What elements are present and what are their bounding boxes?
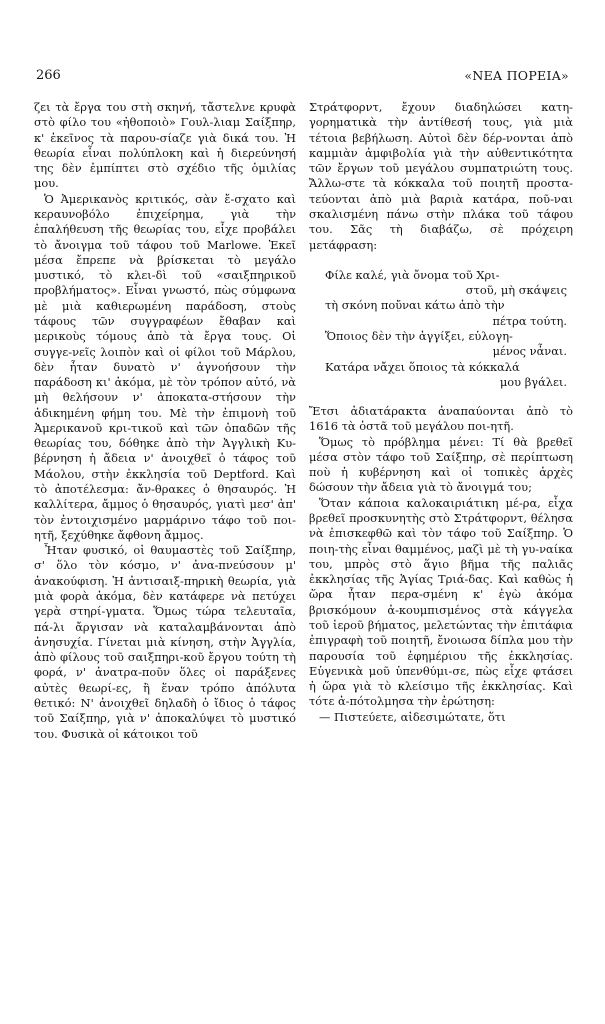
poem-line-continuation: πέτρα τούτη. (492, 313, 567, 328)
paragraph: Στράτφορντ, ἔχουν διαδηλώσει κατη-γορηματικὰ τὴν ἀντίθεσή τους, γιὰ μιὰ τέτοια βεβήλωση. Αὐτοὶ δὲν δέρ-νονται ἀπὸ καμμιὰν ἀμφιβολία γιὰ τὴν αὐθεντικότητα τῶν ἔργων τοῦ μεγάλου συμπατριώτη τους. Ἄλλω-στε τὰ κόκκαλα τοῦ ποιητῆ προστα-τεύονται ἀπὸ μιὰ βαριὰ κατάρα, ποῦ-ναι σκαλισμένη πάνω στὴν πλάκα τοῦ τάφου του. Σᾶς τὴ διαβάζω, σὲ πρόχειρη μετάφραση: (309, 100, 573, 252)
running-title: «ΝΕΑ ΠΟΡΕΙΑ» (464, 68, 569, 83)
right-column (309, 100, 573, 725)
paragraph: Ἔτσι ἀδιατάρακτα ἀναπαύονται ἀπὸ τὸ 1616 τὰ ὀστᾶ τοῦ μεγάλου ποι-ητῆ. (309, 404, 573, 434)
left-column (34, 100, 296, 742)
paragraph: Ὅμως τὸ πρόβλημα μένει: Τί θὰ βρεθεῖ μέσα στὸν τάφο τοῦ Σαίξπηρ, σὲ περίπτωση ποὺ ἡ κυβέρνηση καὶ οἱ τοπικὲς ἀρχὲς δώσουν τὴν ἄδεια γιὰ τὸ ἄνοιγμά του; (309, 434, 573, 495)
poem-line-continuation: στοῦ, μὴ σκάψεις (465, 283, 567, 298)
page-header (36, 68, 569, 88)
paragraph: — Πιστεύετε, αἰδεσιμώτατε, ὅτι (319, 709, 506, 724)
poem-line: τὴ σκόνη ποὔναι κάτω ἀπὸ τὴν (325, 298, 505, 313)
poem-line-continuation: μου βγάλει. (499, 374, 567, 389)
paragraph: Ὁ Ἀμερικανὸς κριτικός, σὰν ἔ-σχατο καὶ κεραυνοβόλο ἐπιχείρημα, γιὰ τὴν ἐπαλήθευση τῆς θεωρίας του, εἶχε προβάλει τὸ ἄνοιγμα τοῦ τάφου τοῦ Marlowe. Ἐκεῖ μέσα ἔπρεπε νὰ βρίσκεται τὸ μεγάλο μυστικό, τὸ κλει-δὶ τοῦ «σαιξπηρικοῦ προβλήματος». Εἶναι γνωστό, πὼς σύμφωνα μὲ μιὰ καθιερωμένη παράδοση, στοὺς τάφους τῶν συγγραφέων ἔθαβαν καὶ μερικοὺς τόμους ἀπὸ τὰ ἔργα τους. Οἱ συγγε-νεῖς λοιπὸν καὶ οἱ φίλοι τοῦ Μάρλου, δὲν ἦταν δυνατὸ ν' ἀγνοήσουν τὴν παράδοση κι' ἀκόμα, μὲ τὸν τρόπον αὐτό, νὰ μὴ θελήσουν ν' ἀποκατα-στήσουν τὴν ἀδικημένη φήμη του. Μὲ τὴν ἐπιμονὴ τοῦ Ἀμερικανοῦ κρι-τικοῦ καὶ τῶν ὀπαδῶν τῆς θεωρίας του, δόθηκε ἀπὸ τὴν Ἀγγλικὴ Κυ-βέρνηση ἡ ἄδεια ν' ἀνοιχθεῖ ὁ τάφος τοῦ Μάολου, στὴν ἐκκλησία τοῦ Deptford. Καὶ τὸ ἀποτέλεσμα: ἄν-θρακες ὁ θησαυρός. Ἡ καλλίτερα, ἄμμος ὁ θησαυρός, γιατὶ μεσ' ἀπ' τὸν ἐντοιχισμένο μαρμάρινο τάφο τοῦ ποι-ητῆ, ξεχύθηκε ἄφθονη ἄμμος. (34, 191, 296, 542)
poem-line: Φίλε καλέ, γιὰ ὄνομα τοῦ Χρι- (325, 267, 500, 282)
epitaph-poem (309, 268, 573, 390)
page-number: 266 (36, 68, 61, 83)
poem-line: Ὅποιος δὲν τὴν ἀγγίξει, εὐλογη- (325, 328, 513, 343)
paragraph: ζει τὰ ἔργα του στὴ σκηνή, τἄστελνε κρυφὰ στὸ φίλο του «ἠθοποιὸ» Γουλ-λιαμ Σαίξπηρ, κ' ἐκεῖνος τὰ παρου-σίαζε γιὰ δικά του. Ἡ θεωρία εἶναι πολύπλοκη καὶ ἡ διερεύνησή της δὲν ἐμπίπτει στὸ σχέδιο τῆς ὁμιλίας μου. (34, 100, 296, 191)
paragraph: Ἦταν φυσικό, οἱ θαυμαστὲς τοῦ Σαίξπηρ, σ' ὅλο τὸν κόσμο, ν' ἀνα-πνεύσουν μ' ἀνακούφιση. Ἡ ἀντισαιξ-πηρικὴ θεωρία, γιὰ μιὰ φορὰ ἀκόμα, δὲν κατάφερε νὰ πετύχει γερὰ στηρί-γματα. Ὅμως τώρα τελευταῖα, πά-λι ἄργισαν νὰ καταλαμβάνονται ἀπὸ ἀνησυχία. Γίνεται μιὰ κίνηση, στὴν Ἀγγλία, ἀπὸ φίλους τοῦ σαιξπηρι-κοῦ ἔργου τούτη τὴ φορά, ν' ἀνατρα-ποῦν ὅλες οἱ παράξενες αὐτὲς θεωρί-ες, ἢ ἕναν τρόπο ἀπόλυτα θετικό: Ν' ἀνοιχθεῖ δηλαδὴ ὁ ἴδιος ὁ τάφος τοῦ Σαίξπηρ, γιὰ ν' ἀποκαλύψει τὸ μυστικό του. Φυσικὰ οἱ κάτοικοι τοῦ (34, 543, 296, 741)
poem-line: Κατάρα νἄχει ὅποιος τὰ κόκκαλά (325, 359, 520, 374)
poem-line-continuation: μένος νἆναι. (492, 344, 567, 359)
paragraph: Ὅταν κάποια καλοκαιριάτικη μέ-ρα, εἶχα βρεθεῖ προσκυνητὴς στὸ Στράτφορντ, θέλησα νὰ ἐπισκεφθῶ καὶ τὸν τάφο τοῦ Σαίξπηρ. Ὁ ποιη-τὴς εἶναι θαμμένος, μαζὶ μὲ τὴ γυ-ναίκα του, μπρὸς στὸ ἅγιο βῆμα τῆς παλιᾶς ἐκκλησίας τῆς Ἁγίας Τριά-δας. Καὶ καθὼς ἡ ὥρα ἦταν περα-σμένη κ' ἐγὼ ἀκόμα βρισκόμουν ἀ-κουμπισμένος στὰ κάγγελα τοῦ ἱεροῦ βήματος, μελετώντας τὴν ἐπιτάφια ἐπιγραφὴ τοῦ ποιητῆ, ἔνοιωσα δίπλα μου τὴν παρουσία τοῦ ἐφημέριου τῆς ἐκκλησίας. Εὐγενικὰ μοῦ ὑπενθύμι-σε, πὼς εἶχε φτάσει ἡ ὥρα γιὰ τὸ κλείσιμο τῆς ἐκκλησίας. Καὶ τότε ἀ-πότολμησα τὴν ἐρώτηση: (309, 495, 573, 709)
